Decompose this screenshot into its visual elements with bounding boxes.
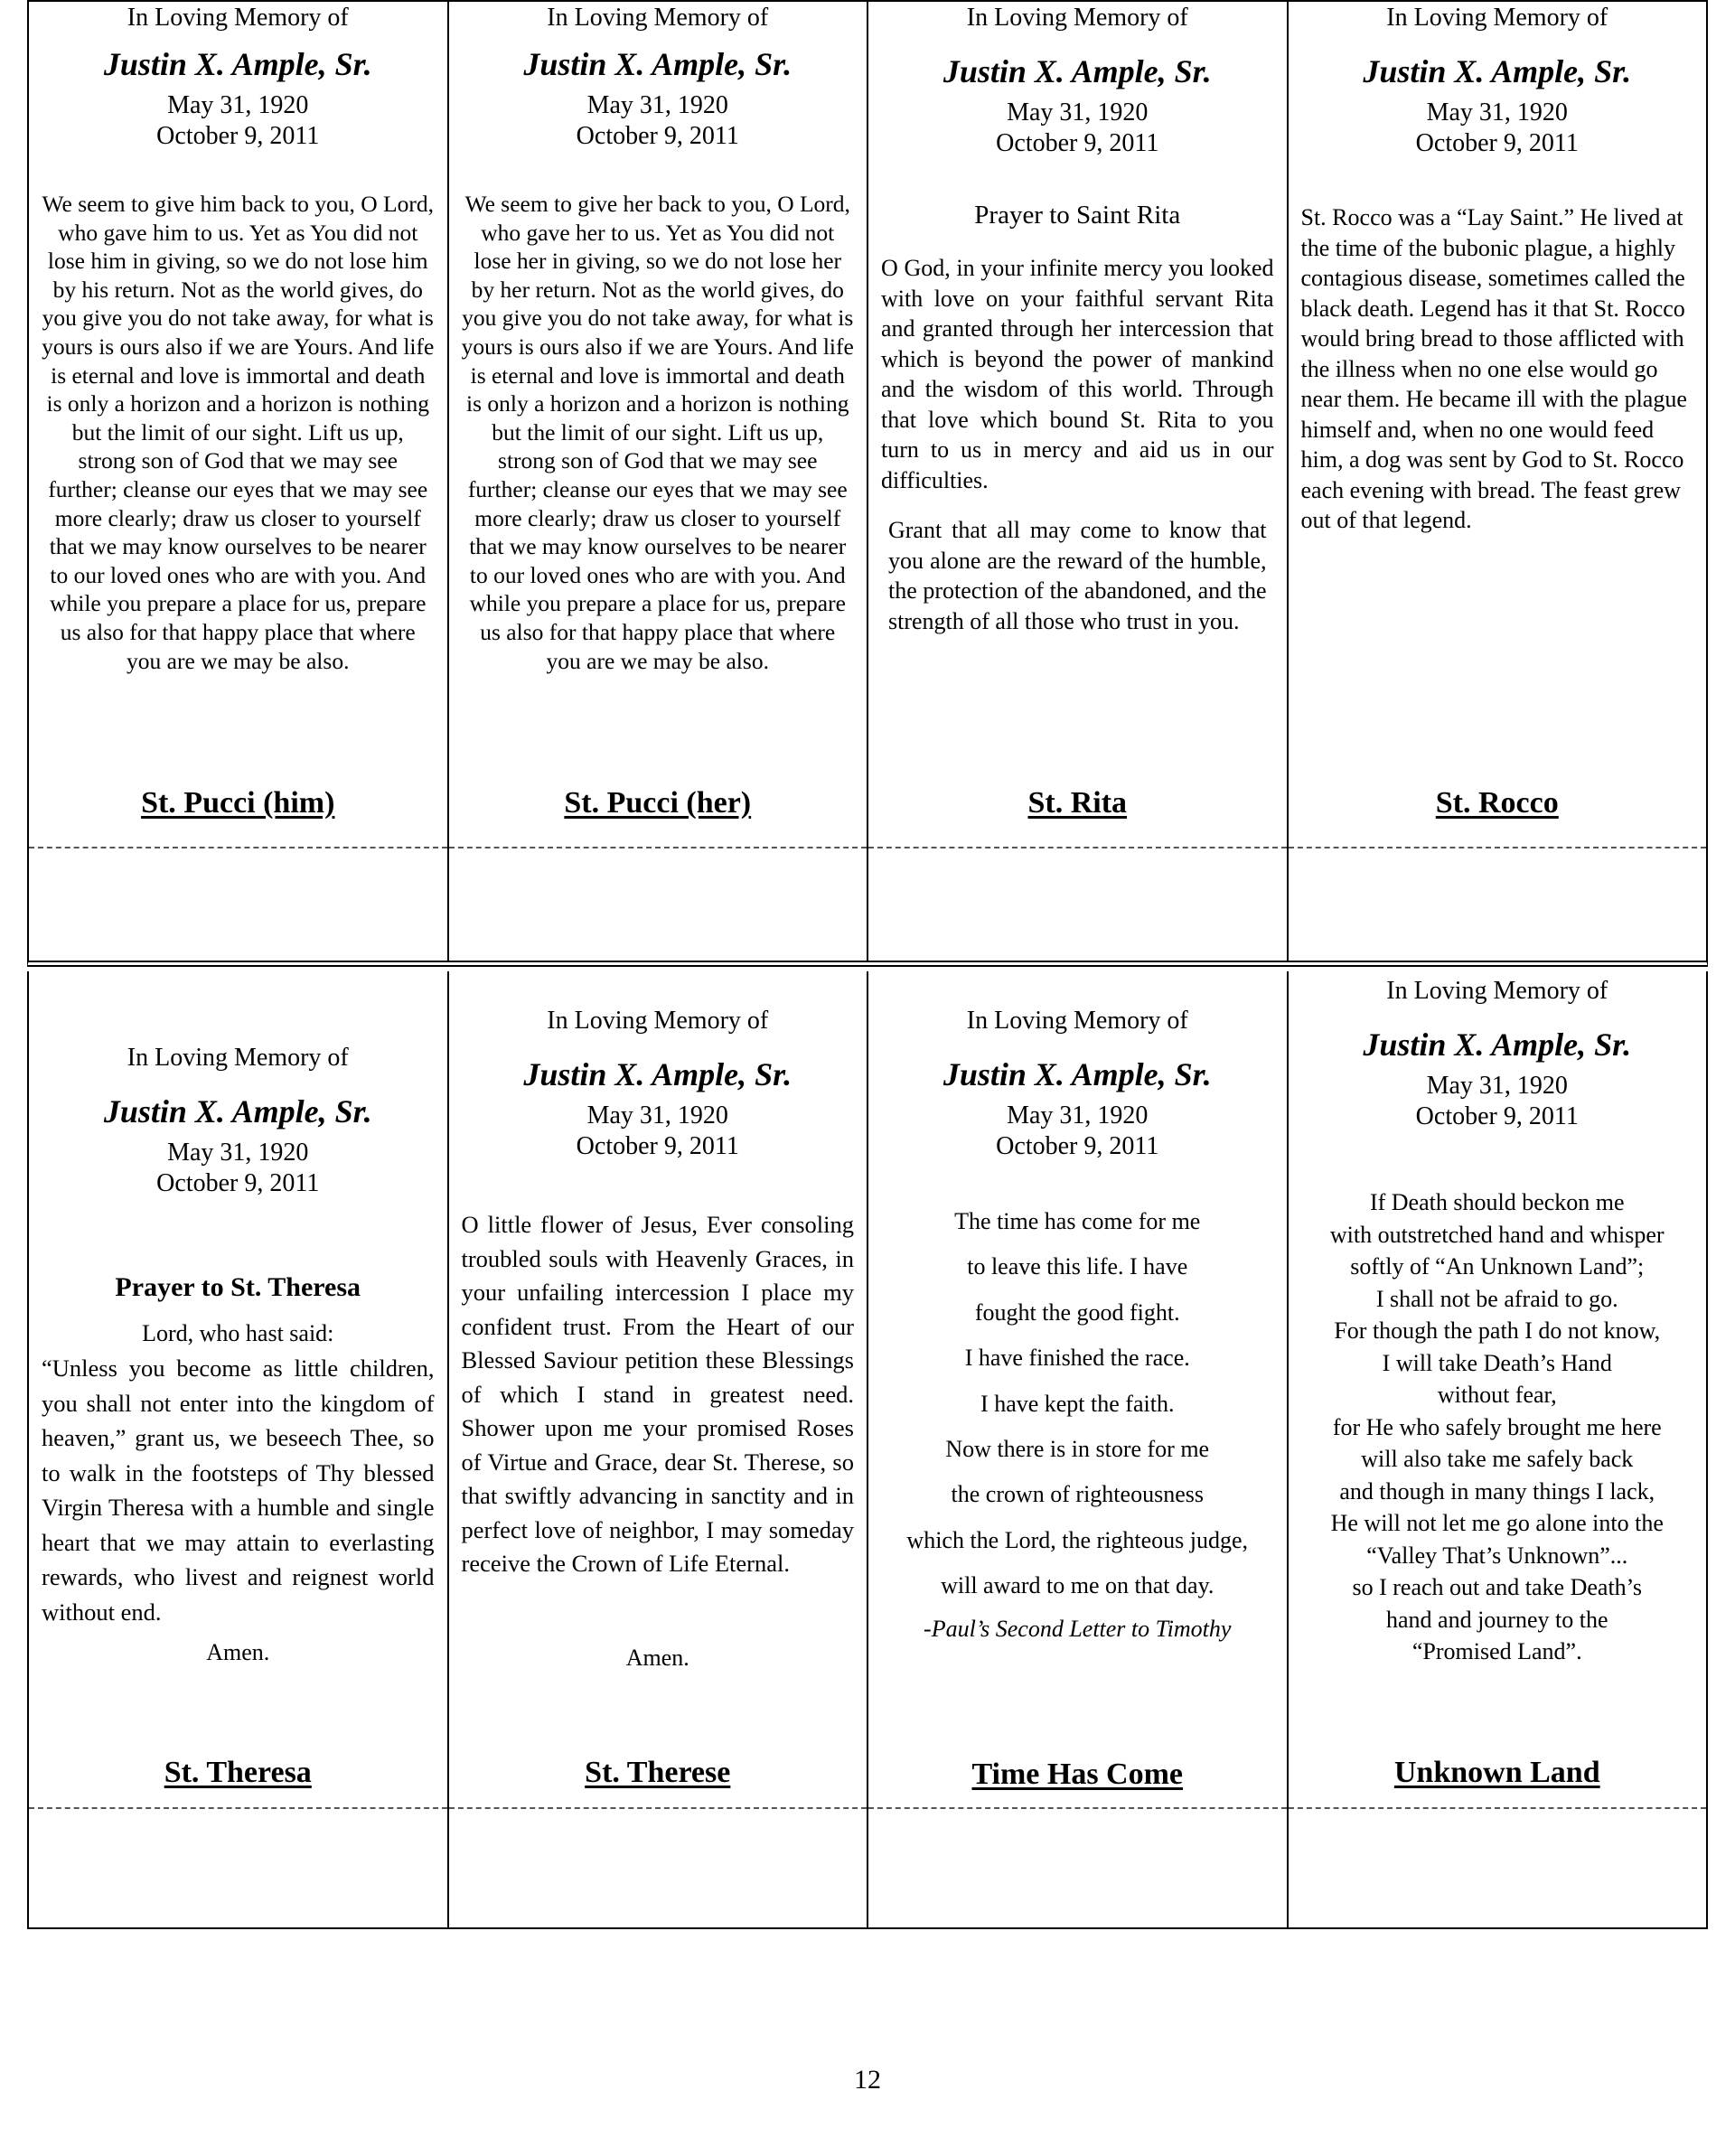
- death-date: October 9, 2011: [576, 1132, 739, 1160]
- dates: [462, 90, 855, 152]
- birth-date: May 31, 1920: [1426, 1072, 1568, 1100]
- dates: [881, 98, 1274, 159]
- prayer-heading: Prayer to St. Theresa: [115, 1272, 361, 1302]
- card-header: [462, 1005, 855, 1162]
- dates: [42, 90, 435, 152]
- deceased-name: Justin X. Ample, Sr.: [943, 1056, 1212, 1092]
- card-header: [42, 2, 435, 152]
- poem-line: “Valley That’s Unknown”...: [1366, 1542, 1628, 1569]
- cut-line: [449, 847, 868, 848]
- prayer-text: We seem to give her back to you, O Lord, who gave her to us. Yet as You did not lose her in giving, so we do not lose her by her return. Not as the world gives, do you give you do not take away, for what is yours is ours also if we are Yours. And life is eternal and love is immortal and death is only a horizon and a horizon is nothing but the limit of our sight. Lift us up, strong son of God that we may see further; cleanse our eyes that we may see more clearly; draw us closer to yourself that we may know ourselves to be nearer to our loved ones who are with you. And while you prepare a place for us, prepare us also for that happy place that where you are we may be also.: [461, 191, 854, 674]
- poem-line: for He who safely brought me here: [1332, 1413, 1662, 1440]
- prayer-paragraph-2: Grant that all may come to know that you alone are the reward of the humble, the protection of the abandoned, and the strength of all those who trust in you.: [888, 517, 1267, 634]
- deceased-name: Justin X. Ample, Sr.: [523, 46, 792, 82]
- prayer-intro: Lord, who hast said:: [142, 1320, 334, 1346]
- birth-date: May 31, 1920: [1007, 98, 1149, 127]
- verse-line: to leave this life. I have: [967, 1253, 1188, 1280]
- card-pucci-her: [449, 2, 869, 961]
- verse-line: which the Lord, the righteous judge,: [906, 1526, 1249, 1553]
- card-title: St. Theresa: [164, 1756, 312, 1789]
- poem-line: “Promised Land”.: [1411, 1638, 1582, 1664]
- poem-line: and though in many things I lack,: [1339, 1477, 1655, 1505]
- cut-line: [1289, 847, 1707, 848]
- cut-line: [449, 1807, 868, 1809]
- prayer-text: O little flower of Jesus, Ever consoling troubled souls with Heavenly Graces, in your unfailing intercession I place my confident trust. From the Heart of our Blessed Saviour petition these Blessings of which I stand in greatest need. Shower upon me your promised Roses of Virtue and Grace, dear St. Therese, so that swiftly advancing in sanctity and in perfect love of neighbor, I may someday receive the Crown of Life Eternal.: [461, 1211, 854, 1577]
- memory-line: In Loving Memory of: [1386, 977, 1608, 1005]
- amen: Amen.: [625, 1645, 689, 1671]
- birth-date: May 31, 1920: [167, 1139, 309, 1167]
- birth-date: May 31, 1920: [167, 91, 309, 119]
- cut-line: [868, 847, 1287, 848]
- card-rita: [868, 2, 1289, 961]
- poem-line: For though the path I do not know,: [1334, 1317, 1661, 1344]
- prayer-heading: Prayer to Saint Rita: [974, 201, 1181, 230]
- cut-line: [29, 847, 447, 848]
- poem-line: I will take Death’s Hand: [1382, 1349, 1612, 1376]
- birth-date: May 31, 1920: [1426, 98, 1568, 127]
- saint-description: St. Rocco was a “Lay Saint.” He lived at the time of the bubonic plague, a highly contagious disease, sometimes called the black death. Legend has it that St. Rocco would bring bread to those afflicted with the illness when no one else would go near them. He became ill with the plague himself and, when no one would feed him, a dog was sent by God to St. Rocco each evening with bread. The feast grew out of that legend.: [1300, 204, 1687, 533]
- attribution: -Paul’s Second Letter to Timothy: [924, 1615, 1232, 1642]
- poem-line: with outstretched hand and whisper: [1329, 1221, 1665, 1248]
- card-header: [881, 1005, 1274, 1162]
- poem-line: softly of “An Unknown Land”;: [1350, 1253, 1645, 1280]
- card-header: [1301, 975, 1694, 1132]
- deceased-name: Justin X. Ample, Sr.: [103, 1093, 372, 1130]
- poem-lines: [1301, 1186, 1694, 1668]
- dates: [881, 1101, 1274, 1162]
- card-title: St. Therese: [585, 1756, 731, 1789]
- card-header: [1301, 2, 1694, 159]
- top-card-sheet: [27, 0, 1708, 967]
- dates: [462, 1101, 855, 1162]
- memory-line: In Loving Memory of: [1386, 4, 1608, 32]
- birth-date: May 31, 1920: [586, 91, 728, 119]
- death-date: October 9, 2011: [1415, 129, 1579, 157]
- memory-line: In Loving Memory of: [547, 4, 769, 32]
- verse-line: Now there is in store for me: [945, 1436, 1210, 1463]
- page-number: 12: [854, 2065, 881, 2095]
- deceased-name: Justin X. Ample, Sr.: [1363, 1026, 1632, 1063]
- prayer-text: We seem to give him back to you, O Lord, who gave him to us. Yet as You did not lose him in giving, so we do not lose him by his return. Not as the world gives, do you give you do not take away, for what is yours is ours also if we are Yours. And life is eternal and love is immortal and death is only a horizon and a horizon is nothing but the limit of our sight. Lift us up, strong son of God that we may see further; cleanse our eyes that we may see more clearly; draw us closer to yourself that we may know ourselves to be nearer to our loved ones who are with you. And while you prepare a place for us, prepare us also for that happy place that where you are we may be also.: [42, 191, 435, 674]
- card-theresa: [29, 971, 449, 1927]
- poem-line: so I reach out and take Death’s: [1352, 1574, 1643, 1600]
- death-date: October 9, 2011: [996, 129, 1159, 157]
- card-therese: [449, 971, 869, 1927]
- card-title: St. Pucci (him): [141, 786, 335, 820]
- death-date: October 9, 2011: [576, 122, 739, 150]
- birth-date: May 31, 1920: [586, 1101, 728, 1130]
- verse-line: I have finished the race.: [964, 1345, 1190, 1372]
- card-header: [881, 2, 1274, 159]
- cut-line: [29, 1807, 447, 1809]
- bottom-card-sheet: [27, 971, 1708, 1929]
- card-title: Unknown Land: [1393, 1756, 1600, 1789]
- card-title: St. Rocco: [1435, 786, 1559, 820]
- card-title: St. Rita: [1027, 786, 1128, 820]
- death-date: October 9, 2011: [1415, 1102, 1579, 1130]
- death-date: October 9, 2011: [156, 122, 320, 150]
- card-header: [42, 1042, 435, 1199]
- poem-line: will also take me safely back: [1361, 1446, 1634, 1472]
- memory-line: In Loving Memory of: [547, 1007, 769, 1035]
- poem-line: hand and journey to the: [1386, 1606, 1608, 1633]
- prayer-paragraph-1: O God, in your infinite mercy you looked with love on your faithful servant Rita and granted through her intercession that which is beyond the power of mankind and the wisdom of this world. Through that love which bound St. Rita to you turn to us in mercy and aid us in our difficulties.: [881, 255, 1274, 493]
- verse-line: The time has come for me: [954, 1208, 1201, 1234]
- card-rocco: [1289, 2, 1707, 961]
- dates: [1301, 98, 1694, 159]
- deceased-name: Justin X. Ample, Sr.: [943, 53, 1212, 89]
- verse-line: the crown of righteousness: [951, 1481, 1204, 1508]
- memory-line: In Loving Memory of: [966, 4, 1188, 32]
- card-unknown-land: [1289, 971, 1707, 1927]
- deceased-name: Justin X. Ample, Sr.: [1363, 53, 1632, 89]
- poem-line: I shall not be afraid to go.: [1375, 1285, 1618, 1312]
- poem-line: without fear,: [1437, 1382, 1557, 1408]
- memory-line: In Loving Memory of: [127, 1044, 349, 1072]
- verse-line: will award to me on that day.: [941, 1572, 1214, 1599]
- prayer-text: “Unless you become as little children, you shall not enter into the kingdom of heaven,” grant us, we beseech Thee, so to walk in the footsteps of Thy blessed Virgin Theresa with a humble and single heart that we may attain to everlasting rewards, who livest and reignest world without end.: [42, 1355, 435, 1626]
- cut-line: [1289, 1807, 1707, 1809]
- amen: Amen.: [206, 1639, 270, 1665]
- cut-line: [868, 1807, 1287, 1809]
- dates: [1301, 1071, 1694, 1132]
- memory-line: In Loving Memory of: [966, 1007, 1188, 1035]
- verse-line: I have kept the faith.: [980, 1390, 1175, 1417]
- card-title: Time Has Come: [971, 1758, 1184, 1791]
- poem-line: If Death should beckon me: [1369, 1189, 1625, 1215]
- card-header: [462, 2, 855, 152]
- dates: [42, 1138, 435, 1199]
- card-title: St. Pucci (her): [564, 786, 752, 820]
- card-pucci-him: [29, 2, 449, 961]
- poem-line: He will not let me go alone into the: [1330, 1510, 1664, 1536]
- death-date: October 9, 2011: [156, 1169, 320, 1197]
- deceased-name: Justin X. Ample, Sr.: [523, 1056, 792, 1092]
- deceased-name: Justin X. Ample, Sr.: [103, 46, 372, 82]
- card-time-has-come: [868, 971, 1289, 1927]
- verse-line: fought the good fight.: [974, 1298, 1180, 1326]
- birth-date: May 31, 1920: [1007, 1101, 1149, 1130]
- memory-line: In Loving Memory of: [127, 4, 349, 32]
- verse-lines: [881, 1199, 1274, 1649]
- death-date: October 9, 2011: [996, 1132, 1159, 1160]
